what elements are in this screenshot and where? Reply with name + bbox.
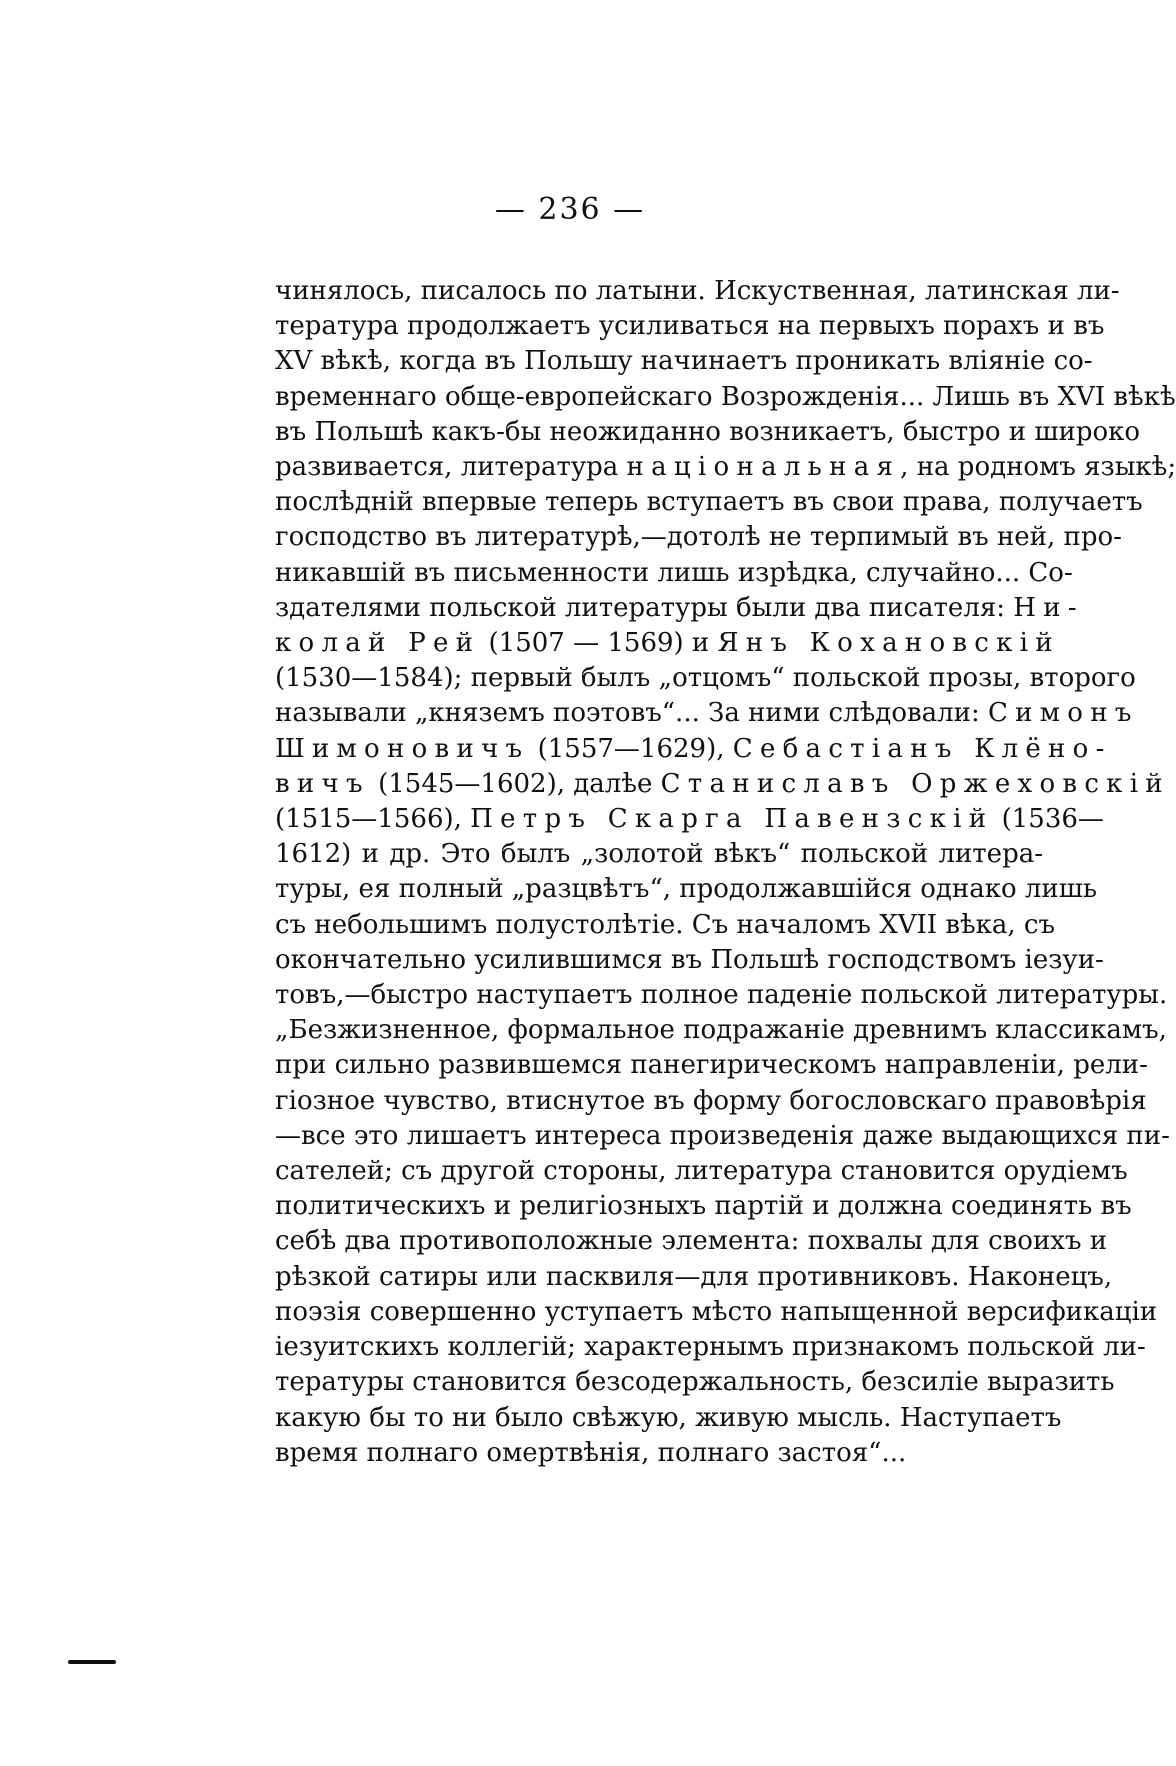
text-segment: чинялось, писалось по латыни. Искуственная, латинская ли- <box>275 276 1120 306</box>
text-line <box>275 978 1168 1013</box>
text-segment: политическихъ и религіозныхъ партій и должна соединять въ <box>275 1191 1132 1222</box>
spaced-emphasis-text: Станиславъ Оржеховскій <box>660 768 1170 799</box>
text-line <box>275 485 1143 520</box>
text-segment: , на родномъ языкѣ; <box>900 452 1176 483</box>
text-line <box>275 274 1120 309</box>
spaced-emphasis-text: Янъ Кохановскій <box>717 628 1060 659</box>
text-segment: (1507 — 1569) и <box>480 628 718 659</box>
text-segment: какую бы то ни было свѣжую, живую мысль. Наступаетъ <box>275 1402 1062 1433</box>
spaced-emphasis-text: Шимоновичъ <box>275 733 530 764</box>
text-segment: себѣ два противоположные элемента: похвалы для своихъ и <box>275 1226 1108 1257</box>
text-line <box>275 1189 1132 1224</box>
text-line <box>275 802 1104 837</box>
text-line <box>275 1224 1108 1259</box>
text-segment: „Безжизненное, формальное подражаніе древнимъ классикамъ, <box>275 1015 1167 1046</box>
text-segment: тература продолжаетъ усиливаться на первыхъ порахъ и въ <box>275 311 1105 342</box>
text-line <box>275 661 1136 696</box>
text-line <box>275 1401 1062 1436</box>
text-segment: съ небольшимъ полустолѣтіе. Съ началомъ XVII вѣка, съ <box>275 909 1056 940</box>
spaced-emphasis-text: Симонъ <box>987 698 1139 729</box>
text-line <box>275 943 1104 978</box>
text-segment: поэзія совершенно уступаетъ мѣсто напыщенной версификаціи <box>275 1296 1158 1327</box>
spaced-emphasis-text: вичъ <box>275 768 370 799</box>
text-segment: —все это лишаетъ интереса произведенія даже выдающихся пи- <box>275 1120 1170 1151</box>
text-line <box>275 1295 1158 1330</box>
text-segment: (1557—1629), <box>529 733 733 764</box>
text-line <box>275 1048 1148 1083</box>
text-line <box>275 626 1060 661</box>
spaced-emphasis-text: Петръ Скарга Павензскій <box>470 804 994 835</box>
text-line <box>275 1013 1167 1048</box>
spaced-emphasis-text: національная <box>626 452 901 483</box>
text-line <box>275 1365 1115 1400</box>
text-segment: временнаго обще-европейскаго Возрожденія... Лишь въ XVI вѣкѣ <box>275 381 1176 412</box>
text-line <box>275 415 1141 450</box>
text-line <box>275 696 1139 731</box>
text-line <box>275 1119 1170 1154</box>
text-segment: господство въ литературѣ,—дотолѣ не терпимый въ ней, про- <box>275 522 1122 553</box>
text-line <box>275 1260 1113 1295</box>
text-segment: послѣдній впервые теперь вступаетъ въ свои права, получаетъ <box>275 487 1143 518</box>
text-line <box>275 908 1056 943</box>
text-segment: называли „княземъ поэтовъ“... За ними слѣдовали: <box>275 698 988 729</box>
page-number: — 236 — <box>494 192 646 227</box>
spaced-emphasis-text: колай Рей <box>275 628 481 659</box>
text-segment: никавшій въ письменности лишь изрѣдка, случайно... Со- <box>275 557 1073 588</box>
text-segment: развивается, литература <box>275 452 627 483</box>
text-segment: іезуитскихъ коллегій; характернымъ признакомъ польской ли- <box>275 1332 1146 1363</box>
text-line <box>275 732 1112 767</box>
text-segment: здателями польской литературы были два писателя: <box>275 592 1014 623</box>
text-line <box>275 520 1122 555</box>
text-segment: рѣзкой сатиры или пасквиля—для противниковъ. Наконецъ, <box>275 1261 1113 1292</box>
text-line <box>275 344 1093 379</box>
text-segment: (1515—1566), <box>275 804 471 835</box>
text-line <box>275 1084 1147 1119</box>
text-segment: туры, ея полный „разцвѣтъ“, продолжавшійся однако лишь <box>275 874 1098 905</box>
text-segment: сателей; съ другой стороны, литература становится орудіемъ <box>275 1156 1128 1187</box>
text-segment: (1536— <box>993 804 1104 835</box>
text-line <box>275 1154 1128 1189</box>
text-segment: гіозное чувство, втиснутое въ форму богословскаго правовѣрія <box>275 1085 1147 1116</box>
text-segment: (1545—1602), далѣе <box>369 768 661 799</box>
text-line <box>275 556 1073 591</box>
text-segment: товъ,—быстро наступаетъ полное паденіе польской литературы. <box>275 980 1168 1011</box>
text-line <box>275 591 1084 626</box>
text-line <box>275 380 1176 415</box>
text-line <box>275 872 1098 907</box>
text-segment: время полнаго омертвѣнія, полнаго застоя“... <box>275 1437 907 1468</box>
text-line <box>275 767 1170 802</box>
text-segment: 1612) и др. Это былъ „золотой вѣкъ“ польской литера- <box>275 839 1043 870</box>
text-line <box>275 450 1176 485</box>
text-segment: при сильно развившемся панегирическомъ направленіи, рели- <box>275 1050 1148 1081</box>
text-segment: XV вѣкѣ, когда въ Польшу начинаетъ проникать вліяніе со- <box>275 346 1093 377</box>
body-text <box>275 274 1176 1471</box>
text-line <box>275 1436 1043 1471</box>
text-segment: (1530—1584); первый былъ „отцомъ“ польской прозы, второго <box>275 663 1136 694</box>
spaced-emphasis-text: Ни- <box>1013 592 1084 623</box>
margin-rule-mark <box>68 1660 116 1664</box>
text-segment: тературы становится безсодержальность, безсиліе выразить <box>275 1367 1115 1398</box>
text-line <box>275 1330 1146 1365</box>
text-line <box>275 837 1043 872</box>
text-line <box>275 309 1105 344</box>
text-segment: окончательно усилившимся въ Польшѣ господствомъ іезуи- <box>275 944 1104 975</box>
spaced-emphasis-text: Себастіанъ Клёно- <box>732 733 1112 764</box>
text-segment: въ Польшѣ какъ-бы неожиданно возникаетъ, быстро и широко <box>275 416 1141 447</box>
